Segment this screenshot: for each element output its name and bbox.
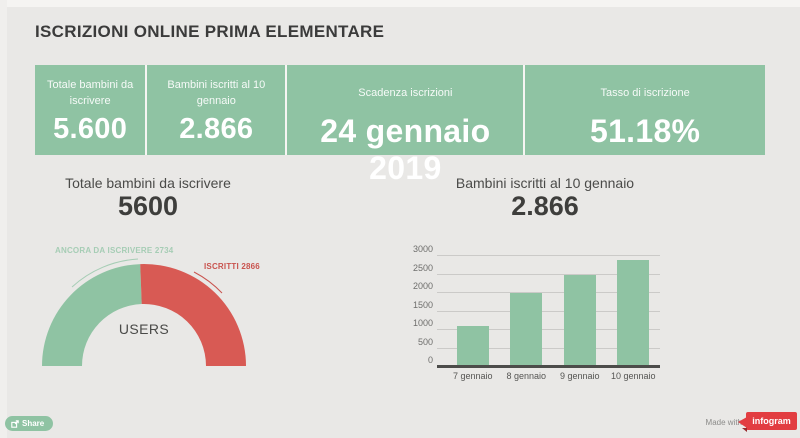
top-edge (0, 0, 800, 7)
gauge-slice-remaining (42, 264, 142, 366)
bar (617, 260, 649, 366)
gauge-section-title: Totale bambini da iscrivere (65, 175, 231, 191)
x-axis-line (437, 365, 660, 368)
y-axis-tick: 500 (417, 336, 433, 347)
stat-value: 2.866 (179, 113, 254, 145)
bar (510, 293, 542, 366)
x-axis-label: 10 gennaio (610, 371, 656, 381)
x-axis-label: 9 gennaio (559, 371, 600, 381)
bar-chart (400, 244, 680, 386)
infogram-logo-tail (738, 417, 747, 428)
stat-cell-total (35, 65, 145, 155)
stat-label: Scadenza iscrizioni (358, 87, 453, 100)
y-axis-tick: 0 (427, 355, 433, 365)
left-edge (0, 0, 7, 438)
made-with-label: Made with (705, 418, 742, 427)
y-axis-tick: 2000 (412, 281, 433, 291)
gauge-annotation-enrolled: ISCRITTI 2866 (204, 262, 260, 271)
gauge-annotation-remaining: ANCORA DA ISCRIVERE 2734 (55, 246, 174, 255)
y-axis-tick: 1500 (412, 299, 433, 310)
share-icon (11, 420, 19, 428)
share-button[interactable] (5, 416, 53, 431)
y-axis-tick: 2500 (412, 262, 433, 273)
gauge-slice-enrolled (140, 264, 246, 366)
stat-cell-rate (523, 65, 765, 155)
stat-cell-deadline (285, 65, 523, 186)
gauge-center-label: USERS (118, 321, 170, 337)
stat-value: 51.18% (589, 113, 701, 149)
share-button-label: Share (22, 419, 45, 428)
x-axis-label: 7 gennaio (452, 371, 493, 381)
stat-label: Bambini iscritti al 10 gennaio (167, 79, 266, 107)
stat-label: Tasso di iscrizione (600, 87, 690, 100)
infogram-logo-text: infogram (752, 416, 791, 426)
infogram-logo-fold (742, 428, 747, 432)
gauge-section-value: 5600 (117, 191, 179, 221)
page-title: ISCRIZIONI ONLINE PRIMA ELEMENTARE (35, 22, 385, 41)
stat-label: Totale bambini da iscrivere (46, 79, 134, 107)
x-axis-label: 8 gennaio (506, 371, 547, 381)
bars-section-value: 2.866 (511, 191, 579, 221)
stats-bar (35, 65, 765, 186)
infogram-logo[interactable] (746, 412, 797, 430)
y-axis-tick: 1000 (412, 318, 433, 328)
stat-cell-enrolled (145, 65, 285, 155)
bars-section-title: Bambini iscritti al 10 gennaio (455, 175, 635, 191)
bar (564, 275, 596, 366)
gridline (437, 255, 660, 256)
bar (457, 326, 489, 366)
stat-value: 5.600 (53, 113, 128, 145)
stat-value: 24 gennaio 2019 (320, 113, 491, 186)
y-axis-tick: 3000 (412, 244, 433, 254)
